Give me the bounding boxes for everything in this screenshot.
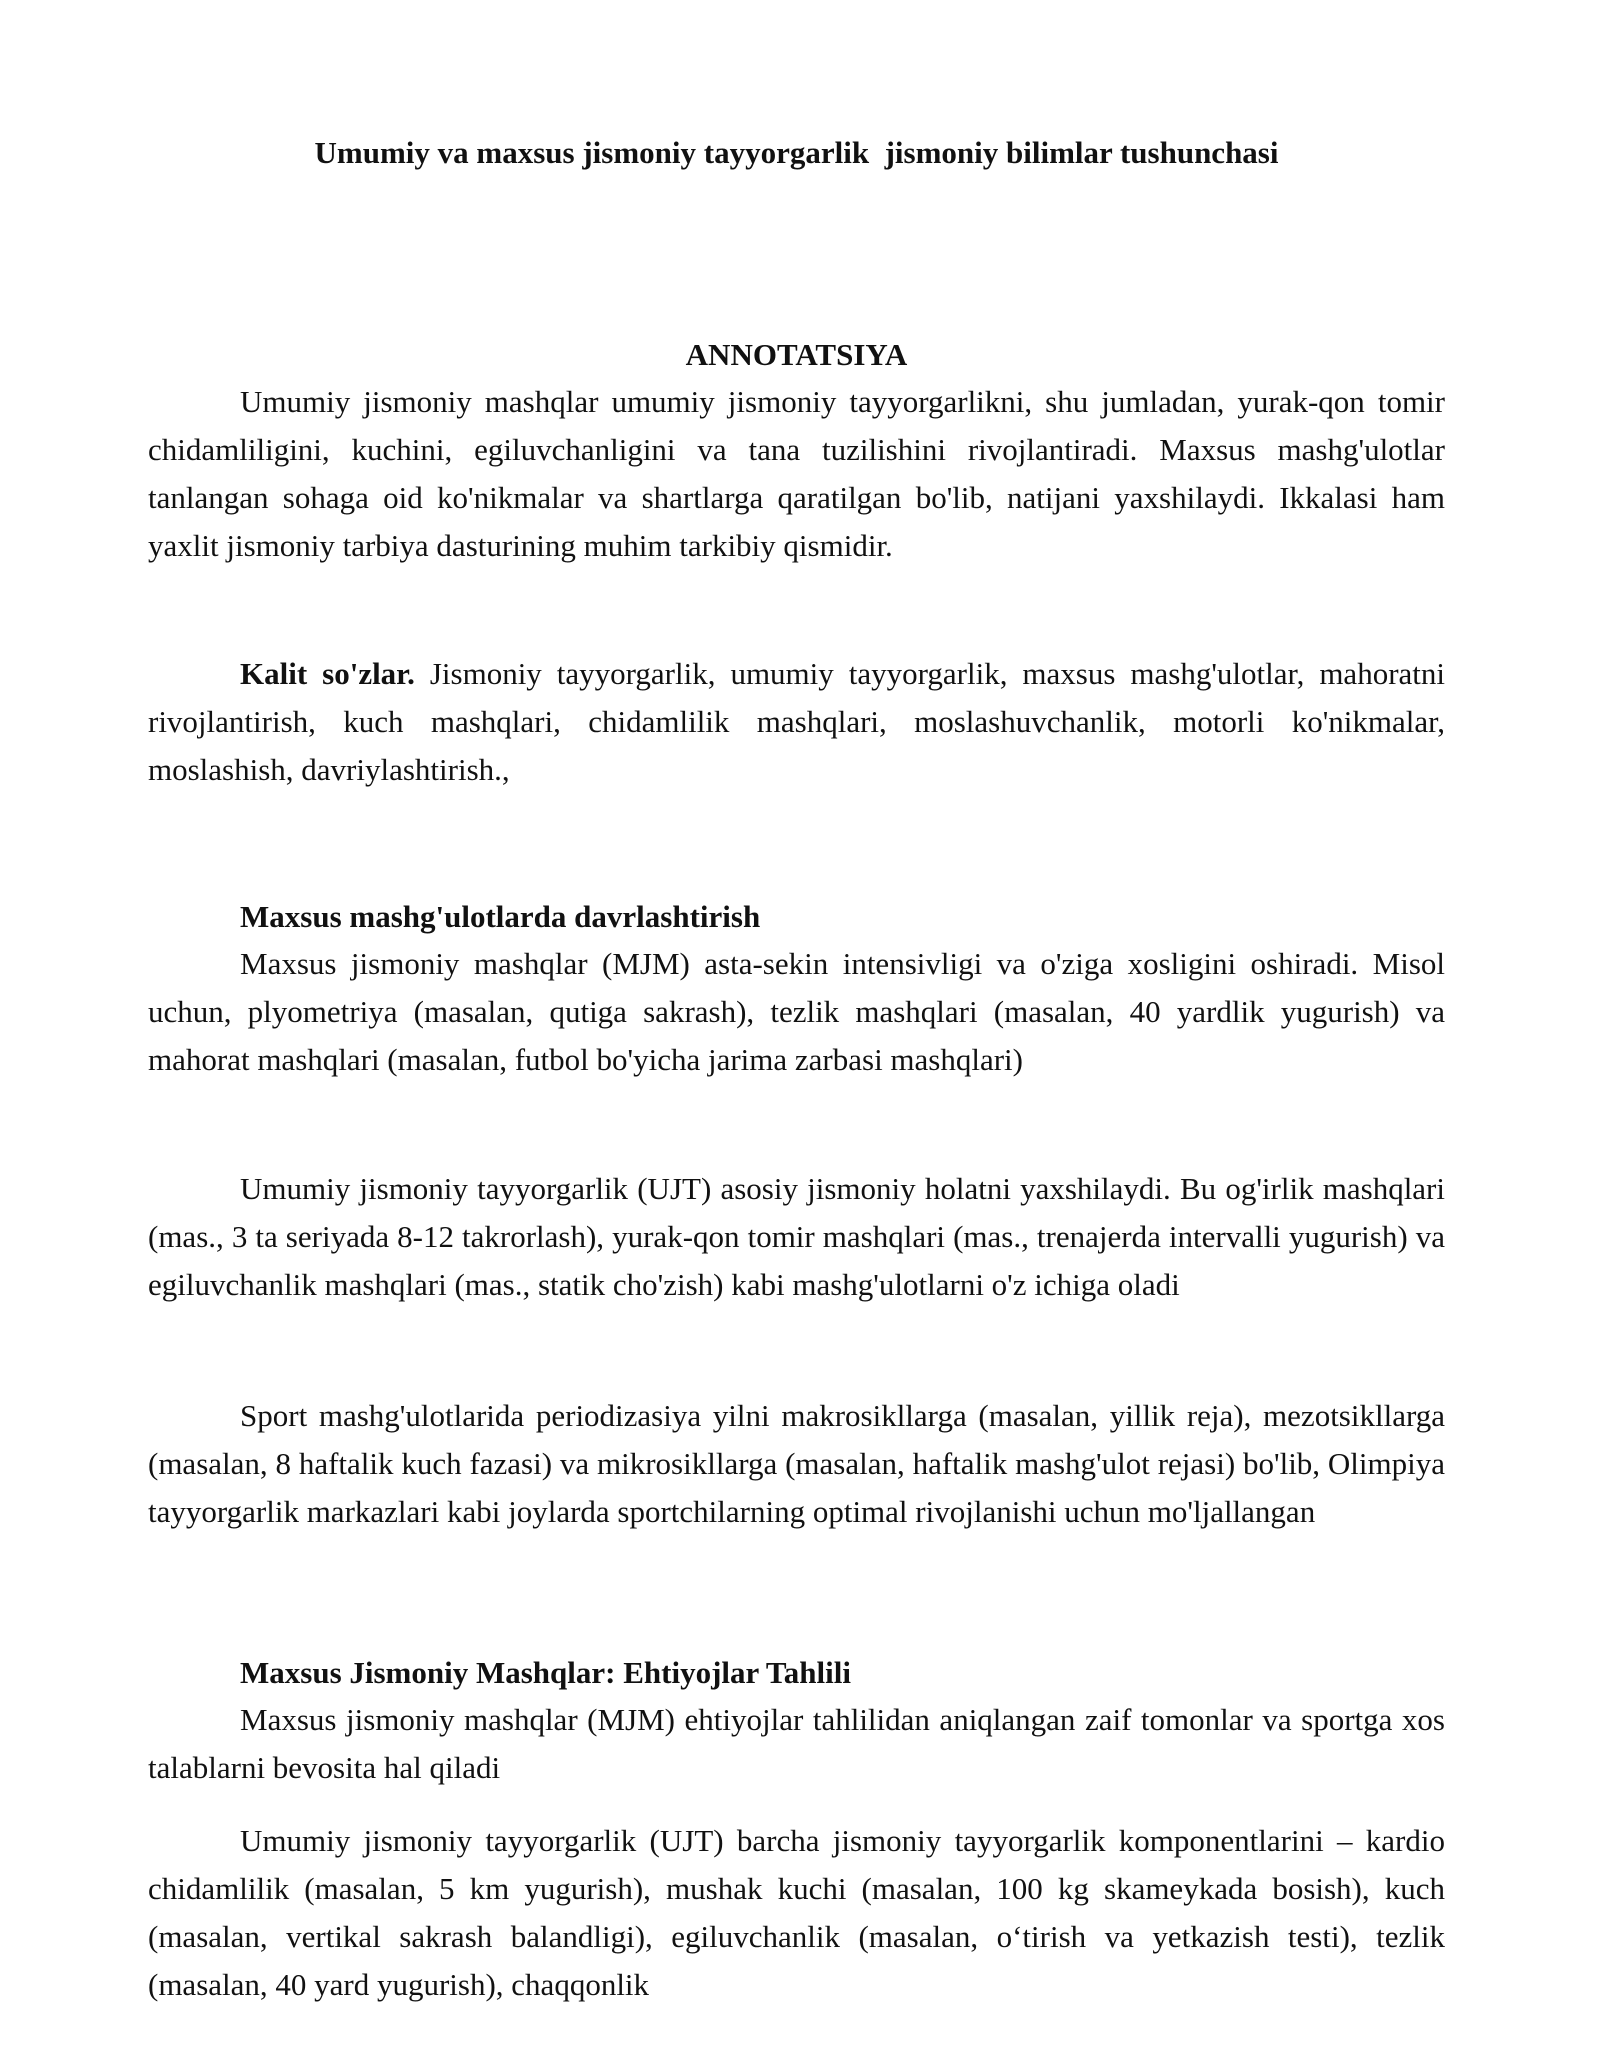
section1-paragraph-2: Umumiy jismoniy tayyorgarlik (UJT) asosiy jismoniy holatni yaxshilaydi. Bu og'irlik mashqlari (mas., 3 ta seriyada 8-12 takrorlash), yurak-qon tomir mashqlari (mas., trenajerda intervalli yugurish) va egiluvchanlik mashqlari (mas., statik cho'zish) kabi mashg'ulotlarni o'z ichiga oladi — [148, 1171, 1445, 1302]
section2-paragraph-2: Umumiy jismoniy tayyorgarlik (UJT) barcha jismoniy tayyorgarlik komponentlarini – kardio chidamlilik (masalan, 5 km yugurish), mushak kuchi (masalan, 100 kg skameykada bosish), kuch (masalan, vertikal sakrash balandligi), egiluvchanlik (masalan, o‘tirish va yetkazish testi), tezlik (masalan, 40 yard yugurish), chaqqonlik — [148, 1823, 1445, 2002]
section2-paragraph-1: Maxsus jismoniy mashqlar (MJM) ehtiyojlar tahlilidan aniqlangan zaif tomonlar va sportga xos talablarni bevosita hal qiladi — [148, 1702, 1445, 1785]
section-heading-needs-analysis: Maxsus Jismoniy Mashqlar: Ehtiyojlar Tahlili — [240, 1655, 851, 1690]
section-heading-periodization: Maxsus mashg'ulotlarda davrlashtirish — [240, 899, 761, 934]
keywords-label: Kalit so'zlar. — [240, 656, 415, 691]
section1-paragraph-3: Sport mashg'ulotlarida periodizasiya yilni makrosikllarga (masalan, yillik reja), mezotsikllarga (masalan, 8 haftalik kuch fazasi) va mikrosikllarga (masalan, haftalik mashg'ulot rejasi) bo'lib, Olimpiya tayyorgarlik markazlari kabi joylarda sportchilarning optimal rivojlanishi uchun mo'ljallangan — [148, 1398, 1445, 1529]
keywords-text: Jismoniy tayyorgarlik, umumiy tayyorgarlik, maxsus mashg'ulotlar, mahoratni rivojlantirish, kuch mashqlari, chidamlilik mashqlari, moslashuvchanlik, motorli ko'nikmalar, moslashish, davriylashtirish., — [148, 656, 1446, 787]
annotation-paragraph: Umumiy jismoniy mashqlar umumiy jismoniy tayyorgarlikni, shu jumladan, yurak-qon tomir chidamliligini, kuchini, egiluvchanligini va tana tuzilishini rivojlantiradi. Maxsus mashg'ulotlar tanlangan sohaga oid ko'nikmalar va shartlarga qaratilgan bo'lib, natijani yaxshilaydi. Ikkalasi ham yaxlit jismoniy tarbiya dasturining muhim tarkibiy qismidir. — [148, 384, 1445, 563]
document-title: Umumiy va maxsus jismoniy tayyorgarlik jismoniy bilimlar tushunchasi — [314, 135, 1279, 170]
section1-paragraph-1: Maxsus jismoniy mashqlar (MJM) asta-sekin intensivligi va o'ziga xosligini oshiradi. Misol uchun, plyometriya (masalan, qutiga sakrash), tezlik mashqlari (masalan, 40 yardlik yugurish) va mahorat mashqlari (masalan, futbol bo'yicha jarima zarbasi mashqlari) — [148, 946, 1445, 1077]
keywords-paragraph — [148, 650, 1445, 794]
annotation-heading: ANNOTATSIYA — [685, 337, 908, 372]
